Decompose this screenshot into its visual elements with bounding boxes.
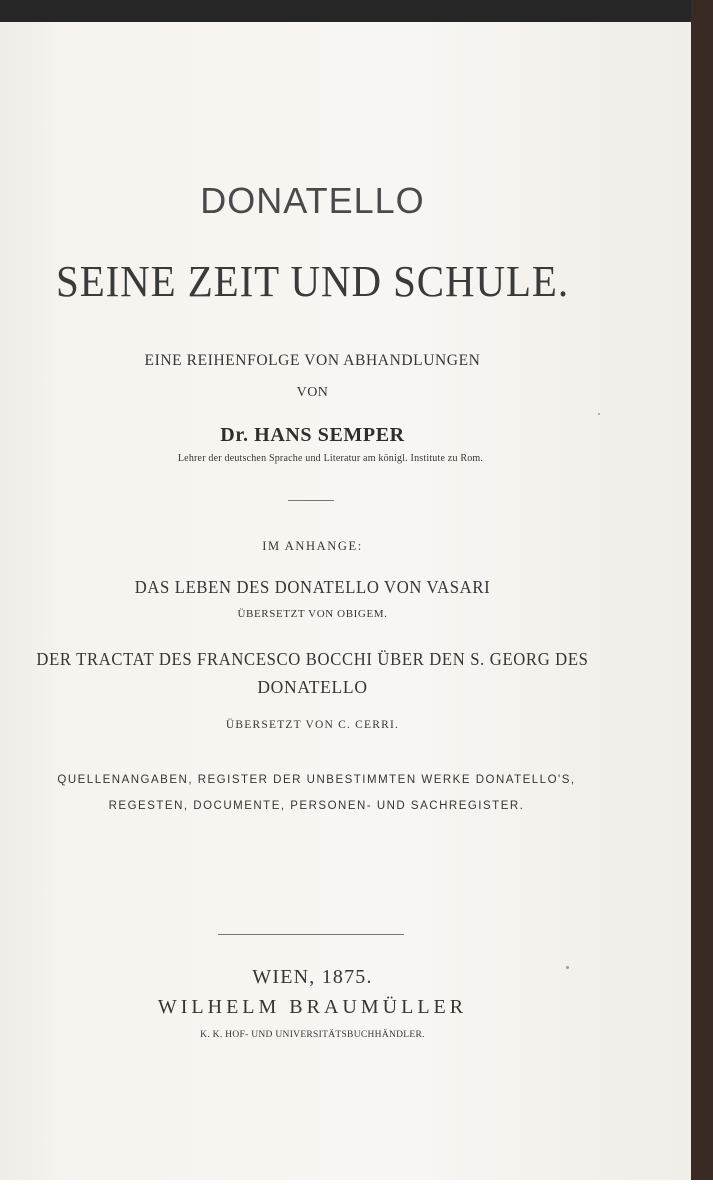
von-line: VON [296,385,329,400]
contents-line: REGESTEN, DOCUMENTE, PERSONEN- UND SACHREGISTER. [108,800,525,812]
publisher: WILHELM BRAUMÜLLER [157,996,468,1018]
author-position: Lehrer der deutschen Sprache und Literatur am königl. Institute zu Rom. [177,453,484,464]
author-name: Dr. HANS SEMPER [220,424,405,446]
publisher-note: K. K. HOF- UND UNIVERSITÄTSBUCHHÄNDLER. [200,1030,425,1040]
divider-rule [218,934,404,935]
appendix-item-title-continued: DONATELLO [257,677,368,697]
scan-bottom-border [0,1180,713,1200]
paper-speck [598,413,600,415]
divider-rule [288,500,334,501]
appendix-item-title: DAS LEBEN DES DONATELLO VON VASARI [134,577,491,597]
title-page [0,22,691,1180]
place-year: WIEN, 1875. [252,966,373,988]
scan-top-border [0,0,713,22]
description: EINE REIHENFOLGE VON ABHANDLUNGEN [144,352,481,369]
appendix-item-title: DER TRACTAT DES FRANCESCO BOCCHI ÜBER DEN S. GEORG DES [36,649,589,669]
main-title: DONATELLO [200,180,425,221]
appendix-item-note: ÜBERSETZT VON OBIGEM. [237,608,388,620]
contents-line: QUELLENANGABEN, REGISTER DER UNBESTIMMTEN WERKE DONATELLO'S, [57,774,576,786]
subtitle: SEINE ZEIT UND SCHULE. [56,257,569,306]
appendix-item-note: ÜBERSETZT VON C. CERRI. [225,719,400,731]
book-spine-edge [691,0,713,1185]
appendix-heading: IM ANHANGE: [262,539,363,553]
paper-speck [566,966,569,969]
